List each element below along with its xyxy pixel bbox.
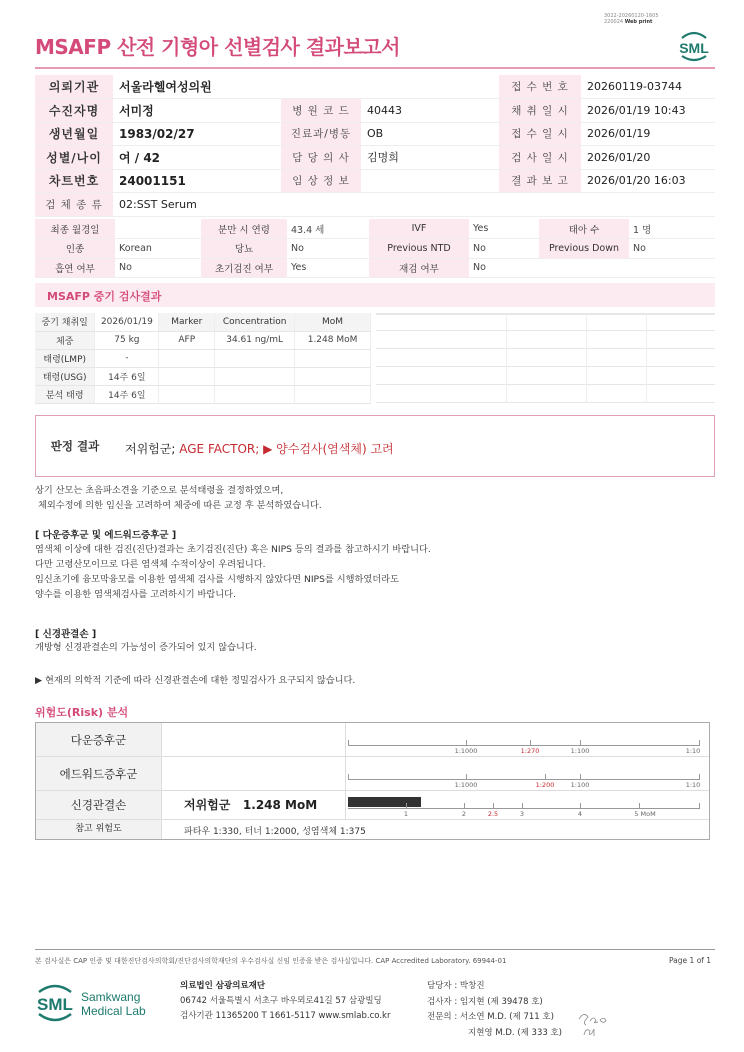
table-row: 의뢰기관 서울라헬여성의원 접 수 번 호 20260119-03744 [35, 75, 715, 99]
table-row: 차트번호 24001151 임 상 정 보 결 과 보 고 2026/01/20 16:03 [35, 169, 715, 193]
section-title: MSAFP 중기 검사결과 [47, 290, 162, 303]
staff-info: 담당자 : 박창진 검사자 : 임지현 (제 39478 호) 전문의 : 서소연 M.D. (제 711 호) 지현영 M.D. (제 333 호) [427, 981, 563, 1038]
page-number: Page 1 of 1 [669, 956, 712, 965]
paragraph-1: 상기 산모는 초음파소견을 기준으로 분석태령을 결정하였으며, 체외수정에 의한 임신을 고려하여 체중에 따른 교정 후 분석하였습니다. [35, 485, 322, 511]
signature-icon [576, 1009, 612, 1039]
subtitle-down-edwards: [ 다운증후군 및 에드워드증후군 ] [35, 530, 177, 541]
samkwang-logo-icon [35, 980, 155, 1026]
table-row: 인종 Korean 당뇨 No Previous NTD No Previous Down No [35, 239, 715, 259]
risk-analysis-table [35, 722, 710, 840]
ntd-mom-bar [348, 797, 421, 807]
svg-text:Medical Lab: Medical Lab [81, 1004, 146, 1018]
institution-info: 의료법인 삼광의료재단 06742 서울특별시 서초구 바우뫼로41길 57 삼광빌딩 검사기관 11365200 T 1661-5117 www.smlab.co.kr [180, 981, 391, 1021]
accreditation-note: 본 검사실은 CAP 인증 및 대한진단검사의학회/진단검사의학재단의 우수검사실 신임 인증을 받은 검사실입니다. CAP Accredited Laboratory. 69944-01 [35, 957, 507, 965]
table-row: 최종 월경일 분만 시 연령 43.4 세 IVF Yes 태아 수 1 명 [35, 219, 715, 239]
clinical-info-table [35, 219, 715, 278]
result-label: 판정 결과 [50, 439, 100, 453]
risk-row-reference: 참고 위험도 파타우 1:330, 터너 1:2000, 성염색체 1:375 [36, 820, 709, 839]
risk-row-edwards: 에드워드증후군 1:1000 1:200 1:100 1:10 [36, 757, 709, 791]
paragraph-3: 개방형 신경관결손의 가능성이 증가되어 있지 않습니다. [35, 642, 257, 653]
sml-logo-icon [674, 26, 714, 64]
svg-text:SML: SML [37, 995, 73, 1014]
down-risk-scale: 1:1000 1:270 1:100 1:10 [348, 723, 700, 757]
section-header-msafp [35, 283, 715, 307]
svg-text:SML: SML [679, 40, 709, 56]
footer-divider [35, 949, 715, 950]
title-divider [35, 67, 715, 69]
ntd-mom-scale: 1 2 2.5 3 4 5 MoM [348, 791, 700, 820]
table-row: 중기 채취일 2026/01/19 Marker Concentration MoM [35, 313, 371, 331]
patient-info-table [35, 75, 715, 217]
result-box [35, 415, 715, 477]
subtitle-ntd: [ 신경관결손 ] [35, 629, 97, 640]
table-row: 성별/나이 여 / 42 담 당 의 사 김명희 검 사 일 시 2026/01/20 [35, 146, 715, 170]
result-value: 저위험군; AGE FACTOR; ▶ 양수검사(염색체) 고려 [125, 442, 394, 456]
table-row: 생년월일 1983/02/27 진료과/병동 OB 접 수 일 시 2026/01/19 [35, 122, 715, 146]
table-row: 태령(LMP) - [35, 349, 371, 367]
table-row: 수진자명 서미정 병 원 코 드 40443 채 취 일 시 2026/01/19 10:43 [35, 99, 715, 123]
measurement-table [35, 313, 371, 404]
table-row: 태령(USG) 14주 6일 [35, 367, 371, 385]
empty-measure-grid [376, 313, 715, 403]
page-title: MSAFP 산전 기형아 선별검사 결과보고서 [35, 35, 400, 59]
risk-row-ntd: 신경관결손 저위험군 1.248 MoM 1 2 2.5 3 4 5 MoM [36, 791, 709, 820]
table-row: 체중 75 kg AFP 34.61 ng/mL 1.248 MoM [35, 331, 371, 349]
paragraph-4: ▶ 현재의 의학적 기준에 따라 신경관결손에 대한 정밀검사가 요구되지 않습니다. [35, 675, 356, 686]
table-row: 흡연 여부 No 초기검진 여부 Yes 재검 여부 No [35, 258, 715, 278]
table-row: 분석 태령 14주 6일 [35, 385, 371, 403]
risk-title: 위험도(Risk) 분석 [35, 706, 129, 719]
svg-text:Samkwang: Samkwang [81, 990, 141, 1004]
paragraph-2: 염색체 이상에 대한 검진(진단)결과는 초기검진(진단) 혹은 NIPS 등의 결과를 참고하시기 바랍니다. 다만 고령산모이므로 다른 염색체 수적이상이 우려됩니다. 임신초기에 융모막융모를 이용한 염색체 검사를 시행하지 않았다면 NIPS를 시행하였더라도 양수를 이용한 염색체검사를 고려하시기 바랍니다. [35, 544, 431, 600]
table-row: 검 체 종 류 02:SST Serum [35, 193, 715, 217]
print-code: 3022-20260120-1605 220024 Web print [604, 13, 659, 25]
edwards-risk-scale: 1:1000 1:200 1:100 1:10 [348, 757, 700, 791]
risk-row-down: 다운증후군 1:1000 1:270 1:100 1:10 [36, 723, 709, 757]
